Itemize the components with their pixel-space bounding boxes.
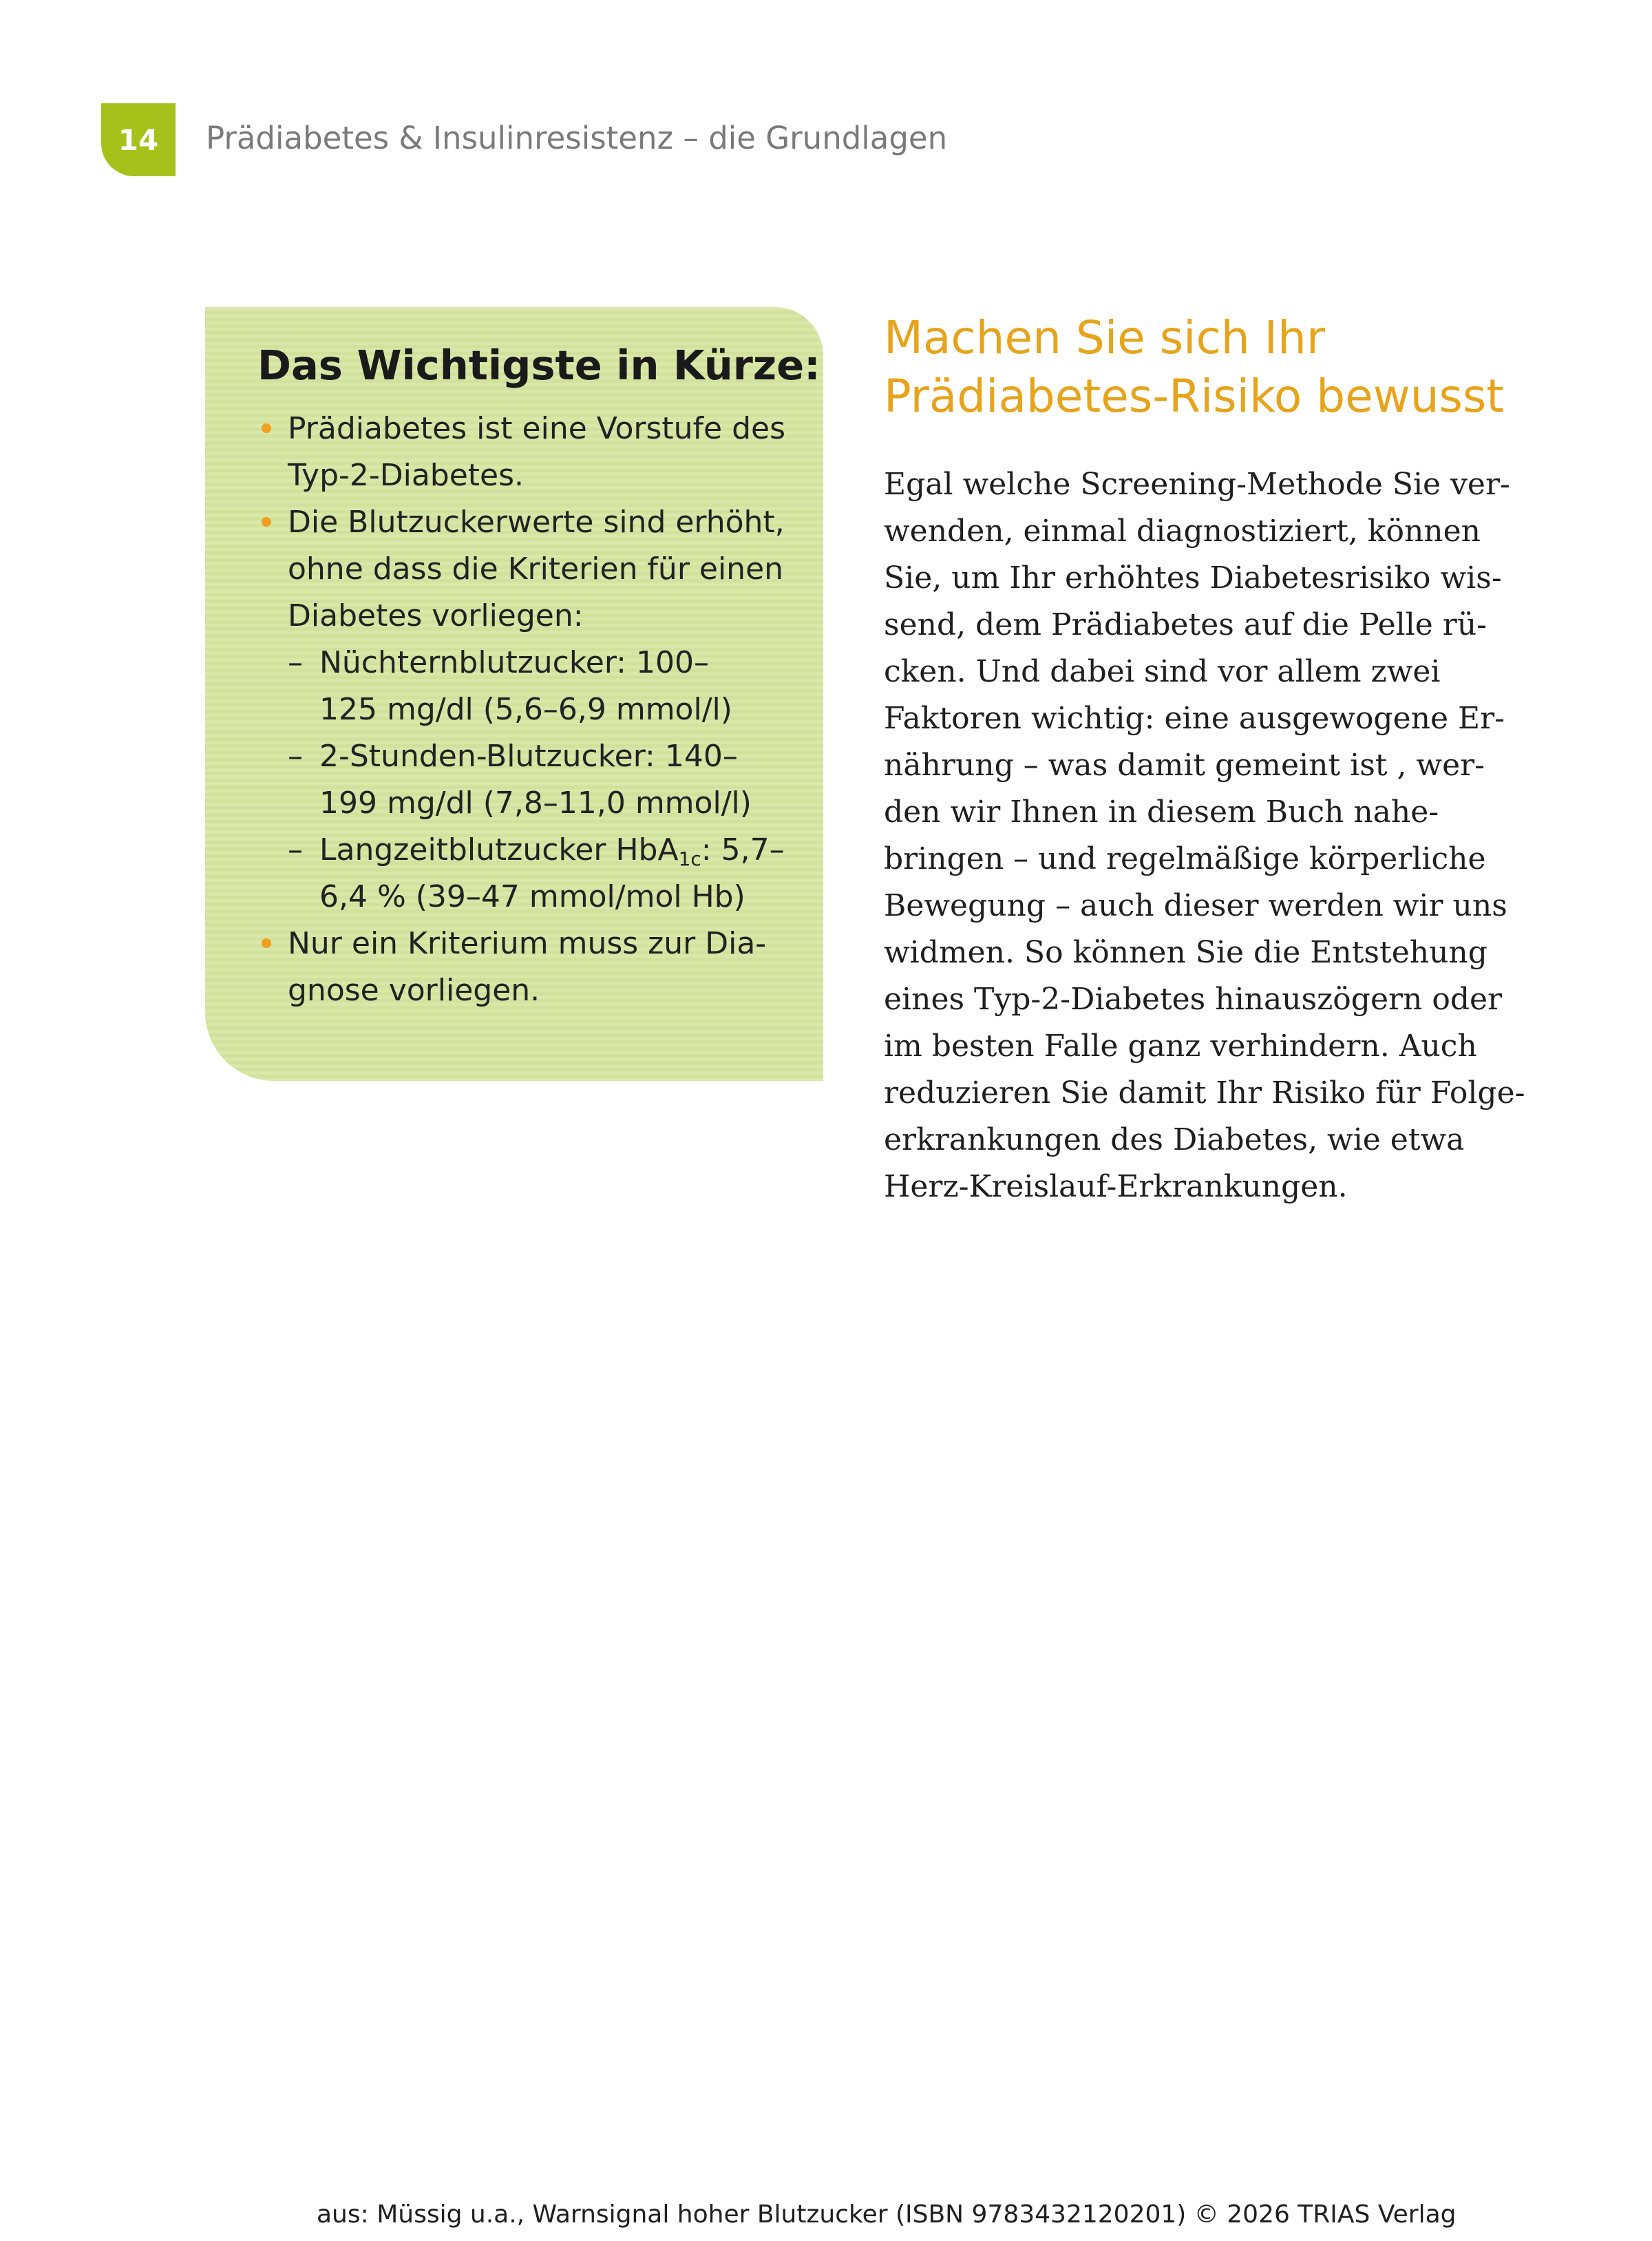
list-item-line: Nur ein Kriterium muss zur Dia- [288, 925, 767, 961]
body-line: Faktoren wichtig: eine ausgewogene Er- [884, 701, 1505, 736]
body-line: im besten Falle ganz verhindern. Auch [884, 1029, 1477, 1064]
list-item [260, 406, 796, 499]
sub-item-line: 2-Stunden-Blutzucker: 140– [319, 738, 738, 774]
hba1c-subscript: 1c [678, 847, 701, 870]
list-item-line: Typ-2-Diabetes. [288, 457, 525, 493]
body-line: widmen. So können Sie die Entstehung [884, 935, 1487, 970]
criteria-sublist [288, 640, 796, 920]
body-line: Herz-Kreislauf-Erkrankungen. [884, 1169, 1348, 1204]
body-line: Sie, um Ihr erhöhtes Diabetesrisiko wis- [884, 560, 1502, 596]
body-line: nährung – was damit gemeint ist , wer- [884, 748, 1485, 783]
hba1c-label: Langzeitblutzucker HbA [319, 832, 679, 867]
article-heading [884, 308, 1504, 425]
body-line: den wir Ihnen in diesem Buch nahe- [884, 795, 1439, 830]
bullet-dot-icon [262, 938, 271, 948]
sub-item-line [319, 827, 796, 874]
summary-title: Das Wichtigste in Kürze: [257, 341, 820, 389]
bullet-dot-icon [262, 423, 271, 433]
sub-list-item [288, 827, 796, 920]
body-line: erkrankungen des Diabetes, wie etwa [884, 1122, 1465, 1157]
summary-list [260, 406, 796, 1014]
bullet-dot-icon [262, 517, 271, 527]
body-line: send, dem Prädiabetes auf die Pelle rü- [884, 607, 1487, 642]
body-line: cken. Und dabei sind vor allem zwei [884, 654, 1441, 689]
list-item-line: Prädiabetes ist eine Vorstufe des [288, 410, 786, 446]
page-number-badge [101, 103, 176, 176]
footer-credit: aus: Müssig u.a., Warnsignal hoher Blutzucker (ISBN 9783432120201) © 2026 TRIAS Verlag [317, 2200, 1457, 2229]
page-number: 14 [118, 123, 159, 157]
sub-item-line: 199 mg/dl (7,8–11,0 mmol/l) [319, 785, 752, 821]
summary-box [205, 307, 823, 1081]
sub-list-item [288, 640, 796, 733]
body-line: Bewegung – auch dieser werden wir uns [884, 888, 1507, 923]
sub-item-line: 125 mg/dl (5,6–6,9 mmol/l) [319, 691, 732, 727]
article-body [884, 461, 1525, 1210]
list-item [260, 499, 796, 920]
body-line: wenden, einmal diagnostiziert, können [884, 514, 1481, 549]
body-line: Egal welche Screening-Methode Sie ver- [884, 467, 1510, 502]
sub-list-item [288, 733, 796, 827]
list-item-line: ohne dass die Kriterien für einen [288, 551, 784, 587]
running-head: Prädiabetes & Insulinresistenz – die Grundlagen [206, 120, 948, 156]
body-line: bringen – und regelmäßige körperliche [884, 841, 1486, 876]
dash-icon: – [288, 738, 303, 774]
list-item-line: Diabetes vorliegen: [288, 598, 584, 633]
list-item-line: gnose vorliegen. [288, 972, 540, 1008]
sub-item-line: Nüchternblutzucker: 100– [319, 644, 709, 680]
list-item [260, 920, 796, 1014]
list-item-line: Die Blutzuckerwerte sind erhöht, [288, 504, 785, 540]
dash-icon: – [288, 644, 303, 680]
heading-line: Machen Sie sich Ihr [884, 311, 1325, 364]
hba1c-value: : 5,7– [701, 832, 785, 867]
body-line: eines Typ-2-Diabetes hinauszögern oder [884, 982, 1503, 1017]
sub-item-line: 6,4 % (39–47 mmol/mol Hb) [319, 878, 745, 914]
heading-line: Prädiabetes-Risiko bewusst [884, 370, 1505, 423]
body-line: reduzieren Sie damit Ihr Risiko für Folge- [884, 1075, 1525, 1111]
dash-icon: – [288, 832, 303, 867]
